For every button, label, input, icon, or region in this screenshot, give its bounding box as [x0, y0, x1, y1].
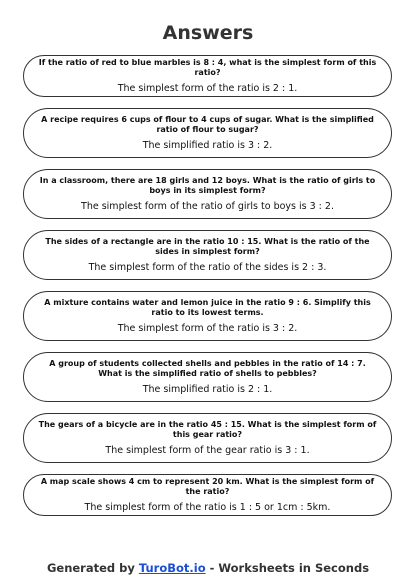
answer-card	[23, 291, 392, 341]
page-title: Answers	[162, 22, 254, 44]
answer-card	[23, 352, 392, 402]
answer-text: The simplified ratio is 2 : 1.	[142, 383, 273, 395]
question-text: The sides of a rectangle are in the ratio 10 : 15. What is the ratio of the sides in simplest form?	[45, 236, 370, 256]
answer-card	[23, 108, 392, 158]
footer	[0, 561, 416, 575]
answer-text: The simplified ratio is 3 : 2.	[142, 139, 273, 151]
question-text: In a classroom, there are 18 girls and 12 boys. What is the ratio of girls to boys in its simplest form?	[39, 175, 376, 195]
question-text: A mixture contains water and lemon juice in the ratio 9 : 6. Simplify this ratio to its lowest terms.	[44, 297, 371, 317]
question-text: If the ratio of red to blue marbles is 8 : 4, what is the simplest form of this ratio?	[38, 57, 377, 77]
answer-card	[23, 169, 392, 219]
answer-text: The simplest form of the ratio is 1 : 5 or 1cm : 5km.	[84, 501, 331, 513]
answer-text: The simplest form of the ratio of the sides is 2 : 3.	[88, 261, 327, 273]
answer-text: The simplest form of the ratio is 3 : 2.	[117, 322, 298, 334]
question-text: A group of students collected shells and pebbles in the ratio of 14 : 7. What is the simplified ratio of shells to pebbles?	[49, 358, 366, 378]
answer-text: The simplest form of the gear ratio is 3 : 1.	[105, 444, 310, 456]
footer-prefix: Generated by	[46, 561, 139, 575]
question-text: The gears of a bicycle are in the ratio 45 : 15. What is the simplest form of this gear ratio?	[38, 419, 377, 439]
turobot-link[interactable]: TuroBot.io	[138, 561, 206, 575]
answer-text: The simplest form of the ratio is 2 : 1.	[117, 82, 298, 94]
question-text: A recipe requires 6 cups of flour to 4 cups of sugar. What is the simplified ratio of flour to sugar?	[41, 114, 374, 134]
answer-card	[23, 413, 392, 463]
footer-suffix: - Worksheets in Seconds	[205, 561, 370, 575]
answer-text: The simplest form of the ratio of girls to boys is 3 : 2.	[81, 200, 334, 212]
answer-card	[23, 474, 392, 516]
answer-card	[23, 230, 392, 280]
answer-card	[23, 55, 392, 97]
question-text: A map scale shows 4 cm to represent 20 km. What is the simplest form of the ratio?	[40, 476, 375, 496]
